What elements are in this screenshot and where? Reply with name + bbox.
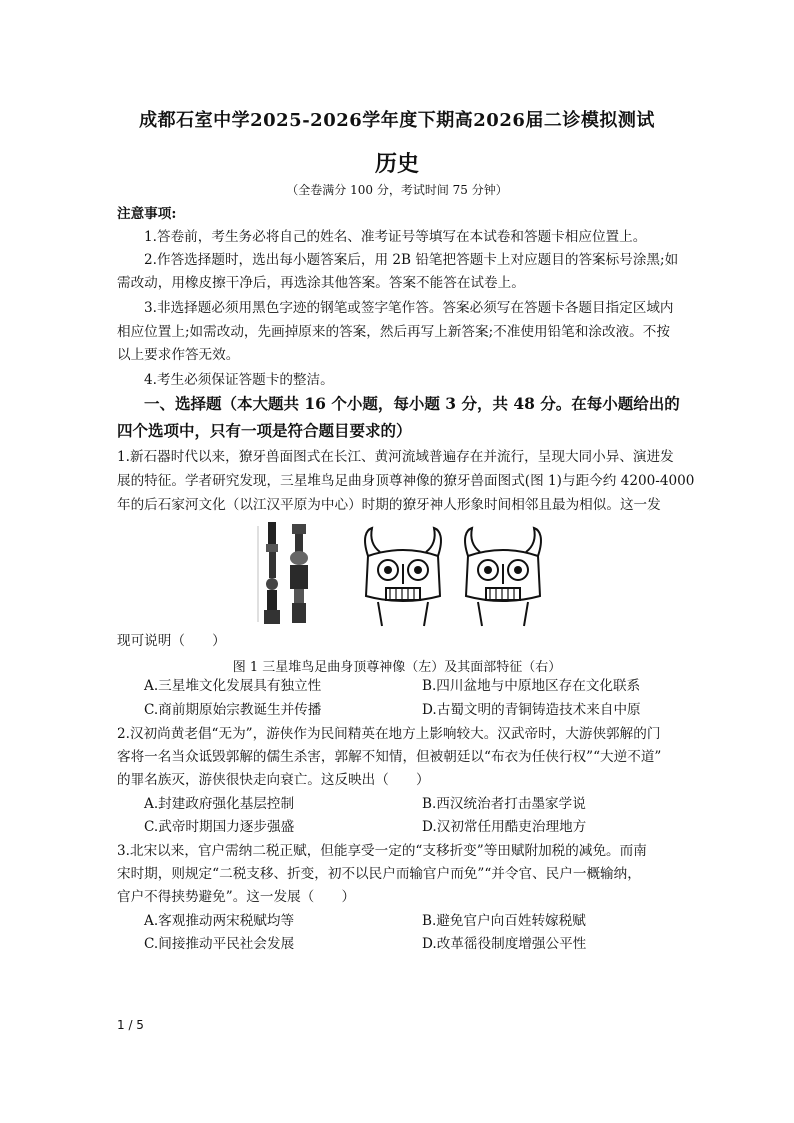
- option-d: D.古蜀文明的青铜铸造技术来自中原: [422, 702, 641, 718]
- question-3-text: 宋时期，则规定“二税支移、折变，初不以民户而输官户而免”“并令官、民户一概输纳，: [117, 866, 641, 882]
- option-b: B.避免官户向百姓转嫁税赋: [422, 913, 586, 929]
- notice-line: 相应位置上;如需改动，先画掉原来的答案，然后再写上新答案;不准使用铅笔和涂改液。不按: [117, 324, 670, 340]
- question-3-text: 3.北宋以来，官户需纳二税正赋，但能享受一定的“支移折变”等田赋附加税的减免。而南: [117, 843, 647, 859]
- notice-line: 以上要求作答无效。: [117, 347, 240, 363]
- question-1-text: 1.新石器时代以来，獠牙兽面图式在长江、黄河流域普遍存在并流行，呈现大同小异、演进发: [117, 449, 674, 465]
- option-b: B.四川盆地与中原地区存在文化联系: [422, 678, 641, 694]
- figure-caption: 图 1 三星堆鸟足曲身顶尊神像（左）及其面部特征（右）: [232, 660, 562, 675]
- mask-drawing-left: [358, 526, 448, 630]
- notice-line: 需改动，用橡皮擦干净后，再选涂其他答案。答案不能答在试卷上。: [117, 275, 525, 291]
- option-b: B.西汉统治者打击墨家学说: [422, 796, 586, 812]
- question-3-text: 官户不得挟势避免”。这一发展（ ）: [117, 889, 356, 905]
- option-a: A.三星堆文化发展具有独立性: [144, 678, 322, 694]
- statue-photo: [252, 518, 322, 630]
- notice-line: 1.答卷前，考生务必将自己的姓名、准考证号等填写在本试卷和答题卡相应位置上。: [144, 229, 647, 245]
- exam-note: （全卷满分 100 分，考试时间 75 分钟）: [286, 183, 508, 197]
- option-d: D.改革徭役制度增强公平性: [422, 936, 587, 952]
- option-c: C.武帝时期国力逐步强盛: [144, 819, 295, 835]
- option-d: D.汉初常任用酷吏治理地方: [422, 819, 587, 835]
- page-number: 1 / 5: [117, 1018, 144, 1032]
- question-2-text: 的罪名族灭，游侠很快走向衰亡。这反映出（ ）: [117, 772, 430, 788]
- option-a: A.封建政府强化基层控制: [144, 796, 295, 812]
- notice-line: 3.非选择题必须用黑色字迹的钢笔或签字笔作答。答案必须写在答题卡各题目指定区域内: [144, 300, 674, 316]
- question-2-text: 客将一名当众诋毁郭解的儒生杀害，郭解不知情，但被朝廷以“布衣为任侠行权”“大逆不道”: [117, 749, 662, 765]
- question-1-text: 现可说明（ ）: [117, 633, 226, 649]
- question-1-text: 展的特征。学者研究发现，三星堆鸟足曲身顶尊神像的獠牙兽面图式(图 1)与距今约 4200-4000: [117, 473, 695, 489]
- notice-heading: 注意事项:: [117, 206, 177, 222]
- section-heading-cont: 四个选项中，只有一项是符合题目要求的）: [117, 421, 412, 440]
- exam-title: 成都石室中学2025-2026学年度下期高2026届二诊模拟测试: [139, 110, 655, 131]
- option-c: C.商前期原始宗教诞生并传播: [144, 702, 322, 718]
- option-c: C.间接推动平民社会发展: [144, 936, 295, 952]
- option-a: A.客观推动两宋税赋均等: [144, 913, 295, 929]
- section-heading: 一、选择题（本大题共 16 个小题，每小题 3 分，共 48 分。在每小题给出的: [144, 394, 680, 413]
- question-1-text: 年的后石家河文化（以江汉平原为中心）时期的獠牙神人形象时间相邻且最为相似。这一发: [117, 497, 661, 513]
- notice-line: 2.作答选择题时，选出每小题答案后，用 2B 铅笔把答题卡上对应题目的答案标号涂黑;如: [144, 252, 679, 268]
- question-2-text: 2.汉初尚黄老倡“无为”，游侠作为民间精英在地方上影响较大。汉武帝时，大游侠郭解的门: [117, 726, 661, 742]
- notice-line: 4.考生必须保证答题卡的整洁。: [144, 372, 334, 388]
- subject-title: 历史: [374, 151, 419, 177]
- mask-drawing-right: [458, 526, 548, 630]
